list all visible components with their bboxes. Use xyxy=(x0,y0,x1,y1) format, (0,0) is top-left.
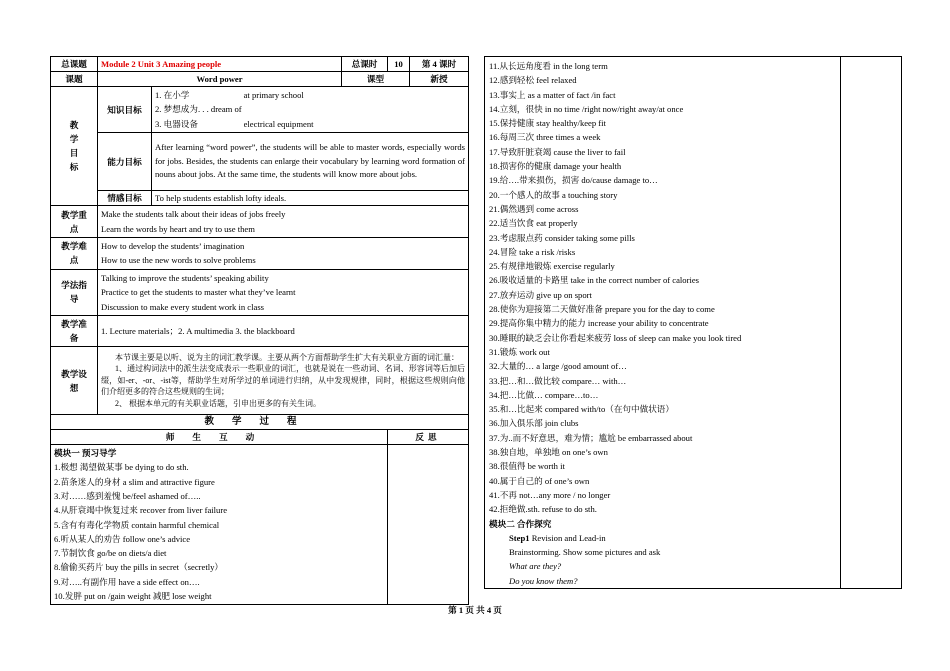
list-item: 21.偶然遇到 come across xyxy=(489,203,579,214)
list-item: 14.立刻，很快 in no time /right now/right away/at once xyxy=(489,103,684,114)
method-text: Talking to improve the students’ speaking ability Practice to get the students to master what they’ve learnt Discussion to make every student work in class xyxy=(98,269,469,315)
list-item: 16.每周三次 three times a week xyxy=(489,132,601,143)
lesson-label: 课题 xyxy=(51,72,98,87)
type-value: 新授 xyxy=(410,72,469,87)
list-item: 41.不再 not…any more / no longer xyxy=(489,489,611,500)
list-item: 7.节制饮食 go/be on diets/a diet xyxy=(54,548,167,559)
knowledge-items xyxy=(152,87,469,133)
list-item: 1.极想 渴望做某事 be dying to do sth. xyxy=(54,462,189,473)
ability-text: After learning “word power”, the students will be able to master words, especially words for jobs. Besides, the students can enlarge their vocabulary by learning word formation of nouns about jobs. At the same time, the students will know more about jobs. xyxy=(152,133,469,191)
focus-text: Make the students talk about their ideas of jobs freely Learn the words by heart and try to use them xyxy=(98,206,469,238)
list-item: 12.感到轻松 feel relaxed xyxy=(489,75,577,86)
list-item: 13.事实上 as a matter of fact /in fact xyxy=(489,89,616,100)
list-item: 19.给….带来损伤，损害 do/cause damage to… xyxy=(489,175,658,186)
list-item: 9.对…..有副作用 have a side effect on…. xyxy=(54,576,200,587)
list-item: 25.有规律地锻炼 exercise regularly xyxy=(489,261,615,272)
prep-text: 1. Lecture materials；2. A multimedia 3. the blackboard xyxy=(98,316,469,347)
list-item: 10.发胖 put on /gain weight 减肥 lose weight xyxy=(54,591,212,602)
prep-label: 教学准备 xyxy=(51,316,98,347)
list-item: 33.把…和…做比较 compare… with… xyxy=(489,375,627,386)
list-item: 6.听从某人的劝告 follow one’s advice xyxy=(54,533,191,544)
step-title: Step1 Revision and Lead-in xyxy=(509,532,606,543)
question-1: What are they? xyxy=(509,561,562,572)
page-footer: 第 1 页 共 4 页 xyxy=(448,605,502,615)
vocab-list xyxy=(489,59,837,588)
list-item: 40.属于自己的 of one’s own xyxy=(489,475,590,486)
list-item: 26.吸收适量的卡路里 take in the correct number of calories xyxy=(489,275,700,286)
difficulty-label: 教学难点 xyxy=(51,238,98,270)
list-item: 11.从长远角度看 in the long term xyxy=(489,61,608,71)
list-item: 4.从肝衰竭中恢复过来 recover from liver failure xyxy=(54,505,228,516)
module-one-title: 模块一 预习导学 xyxy=(54,448,117,459)
list-item: 5.含有有毒化学物质 contain harmful chemical xyxy=(54,519,220,530)
list-item: 27.放弃运动 give up on sport xyxy=(489,289,592,300)
list-item: 17.导致肝脏衰竭 cause the liver to fail xyxy=(489,146,626,157)
knowledge-item: 2. 梦想成为. . . dream of xyxy=(155,104,242,115)
focus-label: 教学重点 xyxy=(51,206,98,238)
lesson-plan-table xyxy=(50,56,469,605)
teacher-student-label: 师生互动 xyxy=(51,430,388,445)
continuation-panel xyxy=(484,56,902,589)
question-2: Do you know them? xyxy=(509,575,578,586)
module-one xyxy=(51,445,388,605)
step-line: Brainstorming. Show some pictures and ask xyxy=(509,547,661,558)
emotion-label: 情感目标 xyxy=(98,191,152,206)
objectives-label: 教学目标 xyxy=(51,87,98,206)
topic-label: 总课题 xyxy=(51,57,98,72)
reflection-cell xyxy=(388,445,469,605)
idea-text: 本节课主要是以听、说为主的词汇教学课。主要从两个方面帮助学生扩大有关职业方面的词汇量： 1、通过构词法中的派生法变成表示一些职业的词汇，也就是说在一些动词、名词、形容词等后加后缀，如-er、-or、-ist等，帮助学生对所学过的单词进行归纳，从中发现规律，同时，根据这些规则向他们介绍更多的符合这些规则的生词； 2、 根据本单元的有关职业话题，引申出更多的有关生词。 xyxy=(98,347,469,415)
list-item: 30.睡眠的缺乏会让你看起来疲劳 loss of sleep can make you look tired xyxy=(489,332,742,343)
knowledge-label: 知识目标 xyxy=(98,87,152,133)
list-item: 35.和…比起来 compared with/to（在句中做状语） xyxy=(489,404,674,415)
list-item: 37.为..而不好意思，难为情；尴尬 be embarrassed about xyxy=(489,432,693,443)
list-item: 3.对……感到羞愧 be/feel ashamed of….. xyxy=(54,490,201,501)
method-label: 学法指导 xyxy=(51,269,98,315)
list-item: 42.拒绝做.sth. refuse to do sth. xyxy=(489,504,597,515)
reflection-label: 反思 xyxy=(388,430,469,445)
list-item: 18.损害你的健康 damage your health xyxy=(489,161,622,172)
type-label: 课型 xyxy=(342,72,410,87)
list-item: 8.偷偷买药片 buy the pills in secret（secretly） xyxy=(54,562,223,573)
knowledge-item: 3. 电器设备 electrical equipment xyxy=(155,118,314,129)
list-item: 2.苗条迷人的身材 a slim and attractive figure xyxy=(54,476,215,487)
list-item: 15.保持健康 stay healthy/keep fit xyxy=(489,118,606,129)
topic-value: Module 2 Unit 3 Amazing people xyxy=(98,57,342,72)
process-title: 教学过程 xyxy=(51,415,469,430)
module-two-title: 模块二 合作探究 xyxy=(489,518,552,529)
period-value: 第 4 课时 xyxy=(410,57,469,72)
total-hours-label: 总课时 xyxy=(342,57,388,72)
knowledge-item: 1. 在小学 at primary school xyxy=(155,90,304,100)
list-item: 31.锻炼 work out xyxy=(489,346,550,357)
list-item: 24.冒险 take a risk /risks xyxy=(489,246,576,257)
list-item: 20.一个感人的故事 a touching story xyxy=(489,189,618,200)
list-item: 38.很值得 be worth it xyxy=(489,461,565,472)
emotion-text: To help students establish lofty ideals. xyxy=(152,191,469,206)
list-item: 34.把…比做… compare…to… xyxy=(489,389,599,400)
list-item: 28.使你为迎接第二天做好准备 prepare you for the day to come xyxy=(489,304,715,315)
list-item: 22.适当饮食 eat properly xyxy=(489,218,578,229)
total-hours-value: 10 xyxy=(388,57,410,72)
reflection-divider xyxy=(840,57,841,588)
list-item: 23.考虑服点药 consider taking some pills xyxy=(489,232,635,243)
lesson-value: Word power xyxy=(98,72,342,87)
difficulty-text: How to develop the students’ imagination How to use the new words to solve problems xyxy=(98,238,469,270)
list-item: 29.提高你集中精力的能力 increase your ability to concentrate xyxy=(489,318,709,329)
list-item: 32.大量的… a large /good amount of… xyxy=(489,361,627,372)
list-item: 38.独自地，单独地 on one’s own xyxy=(489,447,608,458)
ability-label: 能力目标 xyxy=(98,133,152,191)
idea-label: 教学设想 xyxy=(51,347,98,415)
list-item: 36.加入俱乐部 join clubs xyxy=(489,418,579,429)
